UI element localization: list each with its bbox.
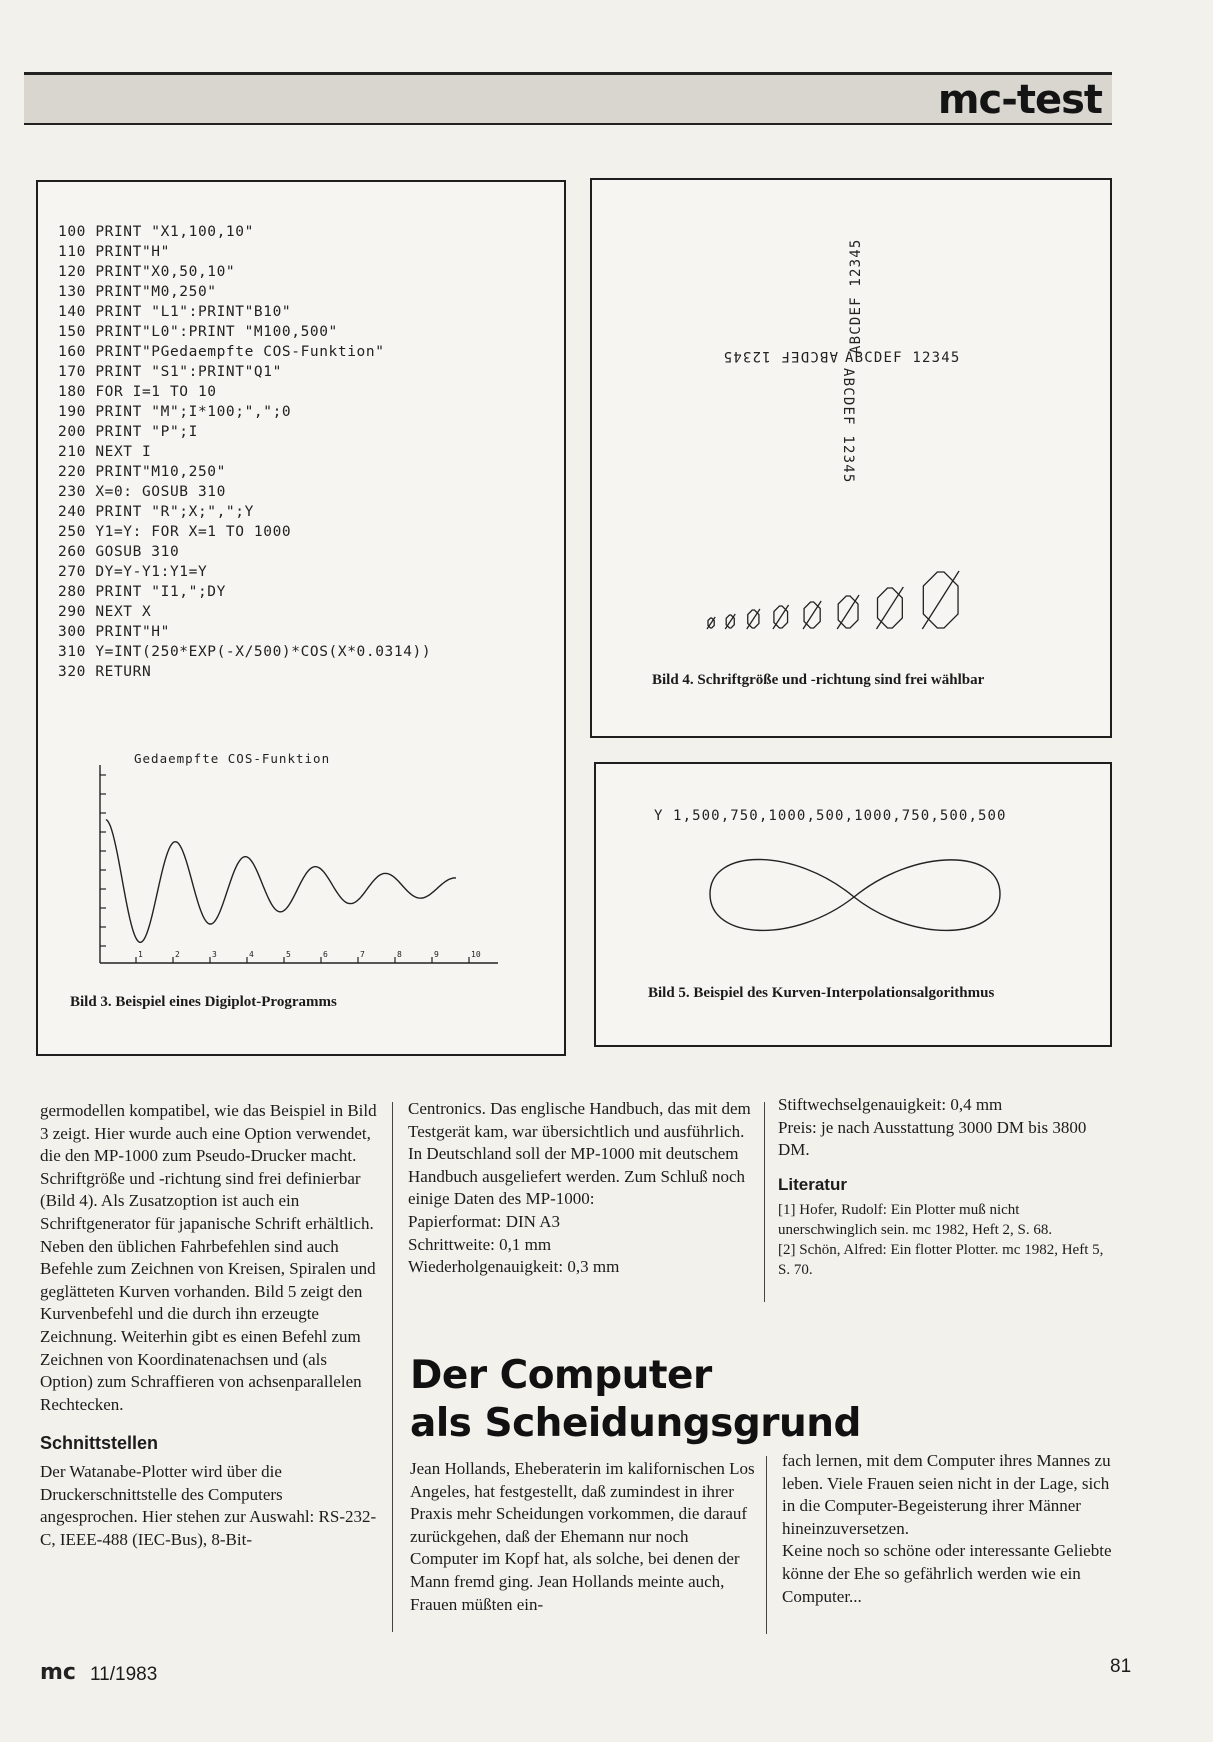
x-axis-tick-label: 5 [286,950,291,959]
figure4-caption: Bild 4. Schriftgröße und -richtung sind frei wählbar [652,672,985,688]
listing-line: 280 PRINT "I1,";DY [58,584,226,600]
x-axis-tick-label: 7 [360,950,365,959]
issue-number: 11/1983 [90,1664,158,1685]
text-direction-up: ABCDEF 12345 [848,238,864,354]
listing-line: 180 FOR I=1 TO 10 [58,384,217,400]
listing-line: 320 RETURN [58,664,152,680]
headline-line-2: als Scheidungsgrund [410,1401,861,1446]
column-rule-2 [764,1102,765,1302]
column-rule-3 [766,1456,767,1634]
article2-paragraph: fach lernen, mit dem Computer ihres Mannes zu leben. Viele Frauen seien nicht in der Lage, sich in die Computer-Begeisterung ihrer Männer hineinzuversetzen. [782,1451,1111,1538]
listing-line: 170 PRINT "S1":PRINT"Q1" [58,364,282,380]
text-direction-down: ABCDEF 12345 [840,368,856,484]
x-axis-tick-label: 9 [434,950,439,959]
listing-line: 220 PRINT"M10,250" [58,464,226,480]
listing-line: 210 NEXT I [58,444,152,460]
listing-line: 110 PRINT"H" [58,244,170,260]
size-sample-zero [922,571,959,629]
x-axis-tick-label: 3 [212,950,217,959]
x-axis-tick-label: 1 [138,950,143,959]
spec-line: Wiederholgenauigkeit: 0,3 mm [408,1257,620,1277]
listing-line: 250 Y1=Y: FOR X=1 TO 1000 [58,524,292,540]
x-axis-tick-label: 6 [323,950,328,959]
size-sample-zero [837,595,859,629]
spec-line: Papierformat: DIN A3 [408,1211,561,1231]
size-sample-zero [773,605,789,629]
magazine-logo: mc [40,1660,76,1685]
article2-column-b [782,1450,1118,1608]
figure3-plot [90,745,510,970]
page-number: 81 [1110,1656,1132,1677]
column-rule-1 [392,1102,393,1632]
basic-listing [58,222,431,682]
size-sample-zero [803,601,821,629]
x-axis-tick-label: 10 [471,950,481,959]
article2-paragraph: Jean Hollands, Eheberaterin im kalifornischen Los Angeles, hat festgestellt, daß zumindest in ihrer Praxis mehr Scheidungen vorkommen, die darauf zurückgehen, daß der Ehemann nur noch Computer im Kopf hat, als solche, bei denen der Mann fremd ging. Jean Hollands meinte auch, Frauen müßten ein- [410,1459,755,1614]
column-3 [778,1094,1118,1280]
size-sample-zero [725,614,735,629]
listing-line: 300 PRINT"H" [58,624,170,640]
column2-paragraph: Centronics. Das englische Handbuch, das mit dem Testgerät kam, war übersichtlich und ausführlich. In Deutschland soll der MP-1000 mit deutschem Handbuch ausgeliefert werden. Zum Schluß noch einige Daten des MP-1000: [408,1099,751,1209]
listing-line: 260 GOSUB 310 [58,544,180,560]
article2-paragraph: Keine noch so schöne oder interessante Geliebte könne der Ehe so gefährlich werden wie ein Computer... [782,1541,1112,1606]
column-1 [40,1100,382,1551]
column1-paragraph: germodellen kompatibel, wie das Beispiel in Bild 3 zeigt. Hier wurde auch eine Option verwendet, die den MP-1000 zum Pseudo-Drucker macht. Schriftgröße und -richtung sind frei definierbar (Bild 4). Als Zusatzoption ist auch ein Schriftgenerator für japanische Schrift erhältlich. Neben den üblichen Fahrbefehlen sind auch Befehle zum Zeichnen von Kreisen, Spiralen und geglätteten Kurven vorhanden. Bild 5 zeigt den Kurvenbefehl und die durch ihn erzeugte Zeichnung. Weiterhin gibt es einen Befehl zum Zeichnen von Koordinatenachsen und (als Option) zum Schraffieren von achsenparallelen Rechtecken. [40,1101,377,1414]
x-axis-tick-label: 2 [175,950,180,959]
figure5-drawing [594,762,1112,992]
listing-line: 120 PRINT"X0,50,10" [58,264,236,280]
x-axis-tick-label: 8 [397,950,402,959]
spec-line: Stiftwechselgenauigkeit: 0,4 mm [778,1095,1003,1114]
column1-paragraph-2: Der Watanabe-Plotter wird über die Druckerschnittstelle des Computers angesprochen. Hier stehen zur Auswahl: RS-232-C, IEEE-488 (IEC-Bus), 8-Bit- [40,1461,377,1549]
listing-line: 100 PRINT "X1,100,10" [58,224,254,240]
article-headline [410,1352,861,1448]
x-axis-tick-label: 4 [249,950,254,959]
listing-line: 150 PRINT"L0":PRINT "M100,500" [58,324,338,340]
listing-line: 230 X=0: GOSUB 310 [58,484,226,500]
curve-command: Y 1,500,750,1000,500,1000,750,500,500 [654,808,1007,824]
section-title: mc-test [937,77,1102,123]
subhead-interfaces: Schnittstellen [40,1433,159,1454]
listing-line: 130 PRINT"M0,250" [58,284,217,300]
listing-line: 200 PRINT "P";I [58,424,198,440]
headline-line-1: Der Computer [410,1353,712,1398]
text-direction-right: ABCDEF 12345 [845,350,961,366]
reference-2: [2] Schön, Alfred: Ein flotter Plotter. mc 1982, Heft 5, S. 70. [778,1242,1104,1279]
spec-line: Schrittweite: 0,1 mm [408,1234,552,1254]
listing-line: 240 PRINT "R";X;",";Y [58,504,254,520]
size-sample-zero [877,587,904,629]
figure3-caption: Bild 3. Beispiel eines Digiplot-Programms [70,994,337,1010]
column-2 [408,1098,758,1279]
reference-1: [1] Hofer, Rudolf: Ein Plotter muß nicht unerschwinglich sein. mc 1982, Heft 2, S. 68. [778,1202,1053,1239]
listing-line: 310 Y=INT(250*EXP(-X/500)*COS(X*0.0314)) [58,644,432,660]
damped-cosine-curve [106,820,456,943]
listing-line: 290 NEXT X [58,604,152,620]
literature-heading: Literatur [778,1174,847,1194]
listing-line: 190 PRINT "M";I*100;",";0 [58,404,292,420]
text-direction-left: ABCDEF 12345 [722,348,838,364]
size-sample-zero [747,609,760,629]
listing-line: 140 PRINT "L1":PRINT"B10" [58,304,292,320]
figure5-caption: Bild 5. Beispiel des Kurven-Interpolationsalgorithmus [648,985,995,1001]
size-sample-zero [707,617,715,629]
section-header-bar [24,72,1112,125]
figure4-drawing [590,178,1112,698]
spec-line: Preis: je nach Ausstattung 3000 DM bis 3800 DM. [778,1117,1087,1160]
interpolated-figure-eight [710,859,1000,930]
article2-column-a [410,1458,758,1616]
listing-line: 160 PRINT"PGedaempfte COS-Funktion" [58,344,385,360]
listing-line: 270 DY=Y-Y1:Y1=Y [58,564,208,580]
figure3-plot-title: Gedaempfte COS-Funktion [134,751,331,766]
